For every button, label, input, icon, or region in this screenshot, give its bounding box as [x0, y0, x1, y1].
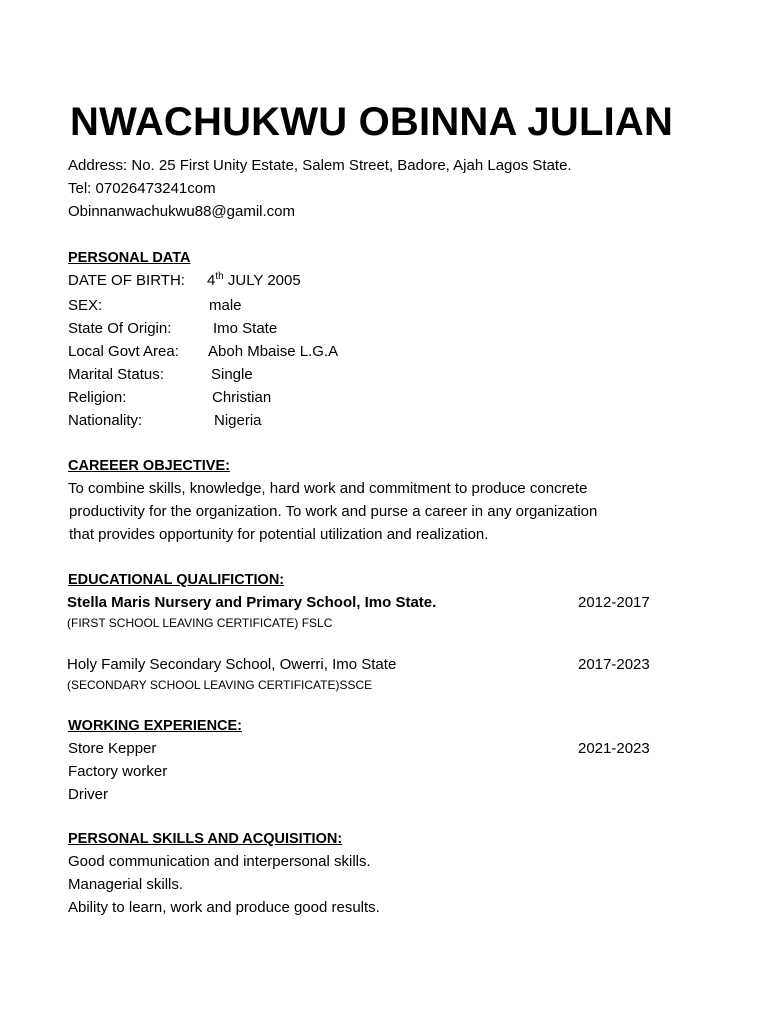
religion-label: Religion:	[68, 389, 127, 406]
dob-value	[207, 272, 301, 290]
personal-data-heading: PERSONAL DATA	[68, 250, 191, 266]
skill-item: Ability to learn, work and produce good results.	[68, 899, 380, 916]
dob-suffix: th	[215, 271, 224, 282]
sex-value: male	[209, 297, 242, 314]
objective-line: productivity for the organization. To work and purse a career in any organization	[69, 503, 598, 520]
objective-line: To combine skills, knowledge, hard work and commitment to produce concrete	[68, 480, 588, 497]
skill-item: Managerial skills.	[68, 876, 184, 893]
education-heading: EDUCATIONAL QUALIFICTION:	[68, 572, 285, 588]
phone-line: Tel: 07026473241com	[68, 180, 216, 197]
experience-item: Driver	[68, 786, 108, 803]
education-school: Holy Family Secondary School, Owerri, Imo State	[67, 656, 397, 673]
candidate-name: NWACHUKWU OBINNA JULIAN	[70, 100, 674, 144]
lga-label: Local Govt Area:	[68, 343, 179, 360]
sex-label: SEX:	[68, 297, 103, 314]
dob-label: DATE OF BIRTH:	[68, 272, 185, 289]
education-years: 2017-2023	[578, 656, 650, 673]
education-years: 2012-2017	[578, 594, 650, 611]
experience-item: Factory worker	[68, 763, 168, 780]
education-certificate: (FIRST SCHOOL LEAVING CERTIFICATE) FSLC	[67, 616, 333, 630]
state-of-origin-value: Imo State	[213, 320, 278, 337]
education-certificate: (SECONDARY SCHOOL LEAVING CERTIFICATE)SSCE	[67, 678, 373, 692]
email-line: Obinnanwachukwu88@gamil.com	[68, 203, 296, 220]
dob-day: 4	[207, 272, 216, 289]
marital-status-value: Single	[211, 366, 253, 383]
skills-heading: PERSONAL SKILLS AND ACQUISITION:	[68, 831, 343, 847]
experience-years: 2021-2023	[578, 740, 650, 757]
address-line: Address: No. 25 First Unity Estate, Salem Street, Badore, Ajah Lagos State.	[68, 157, 572, 174]
objective-heading: CAREEER OBJECTIVE:	[68, 458, 230, 474]
education-school: Stella Maris Nursery and Primary School, Imo State.	[67, 594, 437, 611]
lga-value: Aboh Mbaise L.G.A	[208, 343, 339, 360]
experience-heading: WORKING EXPERIENCE:	[68, 718, 243, 734]
dob-rest: JULY 2005	[223, 272, 301, 289]
nationality-value: Nigeria	[214, 412, 262, 429]
skill-item: Good communication and interpersonal skills.	[68, 853, 371, 870]
nationality-label: Nationality:	[68, 412, 143, 429]
state-of-origin-label: State Of Origin:	[68, 320, 172, 337]
objective-line: that provides opportunity for potential utilization and realization.	[69, 526, 489, 543]
religion-value: Christian	[212, 389, 272, 406]
experience-item: Store Kepper	[68, 740, 157, 757]
marital-status-label: Marital Status:	[68, 366, 164, 383]
